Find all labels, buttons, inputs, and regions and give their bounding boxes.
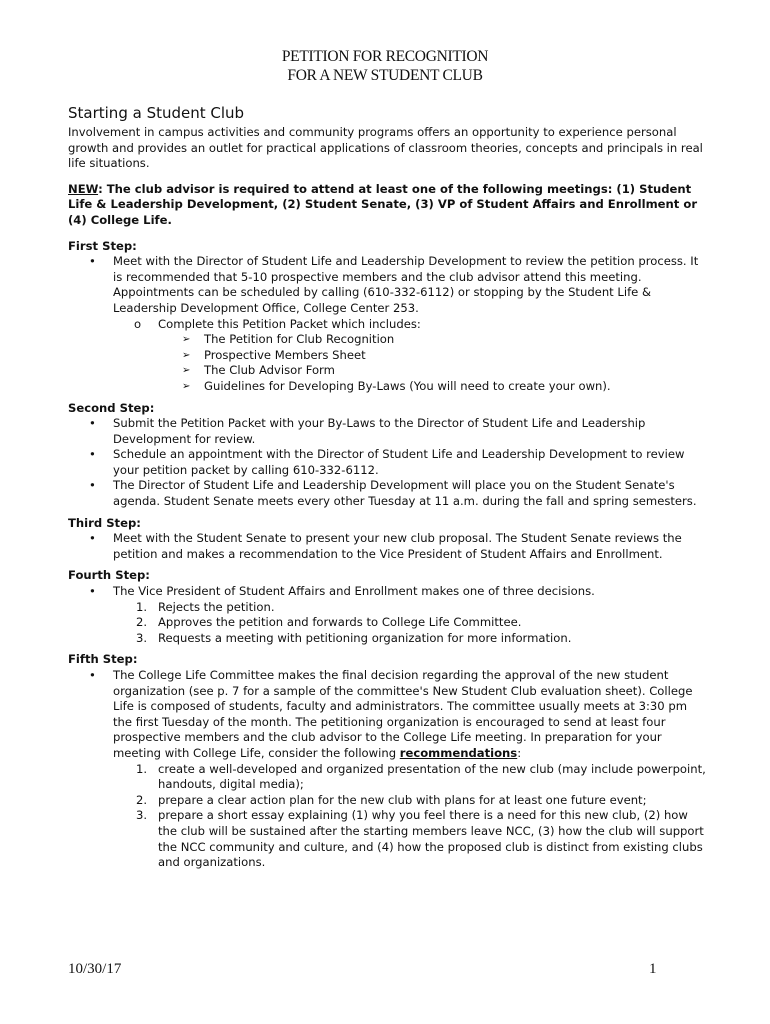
list-item bbox=[68, 668, 708, 871]
packet-item: The Club Advisor Form bbox=[204, 363, 335, 378]
page-number: 1 bbox=[649, 961, 657, 977]
list-item bbox=[68, 762, 708, 793]
document-body bbox=[68, 104, 708, 871]
fourth-step-text: The Vice President of Student Affairs and Enrollment makes one of three decisions. bbox=[113, 584, 595, 599]
recommendations-colon: : bbox=[517, 745, 522, 760]
list-item bbox=[68, 348, 708, 364]
third-step-list bbox=[68, 531, 708, 562]
second-step-text: Submit the Petition Packet with your By-Laws to the Director of Student Life and Leadership Development for review. bbox=[113, 416, 646, 446]
list-item bbox=[68, 379, 708, 395]
list-item bbox=[68, 332, 708, 348]
list-item bbox=[68, 254, 708, 394]
bullet-icon: • bbox=[89, 254, 96, 269]
item-number: 3. bbox=[136, 808, 148, 823]
list-item bbox=[68, 808, 708, 870]
list-item bbox=[68, 584, 708, 646]
second-step-heading: Second Step: bbox=[68, 400, 155, 415]
document-title bbox=[0, 47, 770, 85]
arrow-bullet-icon: ➢ bbox=[182, 380, 191, 392]
bullet-icon: • bbox=[89, 668, 96, 682]
footer-date: 10/30/17 bbox=[68, 961, 122, 977]
decision-text: Approves the petition and forwards to College Life Committee. bbox=[158, 615, 522, 630]
bullet-icon: • bbox=[89, 531, 96, 546]
list-item bbox=[68, 363, 708, 379]
first-step-text: Meet with the Director of Student Life and Leadership Development to review the petition process. It is recommended that 5-10 prospective members and the club advisor attend this meeting. Appointments can be scheduled by calling (610-332-6112) or stopping by the Student Life & Leadership Development Office, College Center 253. bbox=[113, 254, 699, 315]
second-step-text: Schedule an appointment with the Director of Student Life and Leadership Development to review your petition packet by calling 610-332-6112. bbox=[113, 447, 685, 477]
fourth-step-list bbox=[68, 584, 708, 646]
notice-text: : The club advisor is required to attend at least one of the following meetings: (1) Student Life & Leadership Development, (2) Student Senate, (3) VP of Student Affairs and Enrollment or (4) College Life. bbox=[68, 181, 698, 227]
bullet-icon: • bbox=[89, 584, 96, 599]
decisions-list bbox=[113, 600, 708, 647]
list-item bbox=[68, 531, 708, 562]
list-item bbox=[68, 793, 708, 809]
decision-text: Rejects the petition. bbox=[158, 599, 275, 614]
notice-label: NEW bbox=[68, 181, 99, 196]
intro-paragraph: Involvement in campus activities and community programs offers an opportunity to experience personal growth and provides an outlet for practical applications of classroom theories, concepts and principals in real life situations. bbox=[68, 125, 703, 171]
arrow-bullet-icon: ➢ bbox=[182, 334, 191, 346]
item-number: 1. bbox=[136, 761, 148, 776]
list-item bbox=[68, 631, 708, 647]
fifth-step-list bbox=[68, 668, 708, 871]
second-step-list bbox=[68, 416, 708, 510]
third-step-heading: Third Step: bbox=[68, 515, 141, 530]
arrow-bullet-icon: ➢ bbox=[182, 349, 191, 361]
packet-item: Prospective Members Sheet bbox=[204, 347, 366, 362]
arrow-bullet-icon: ➢ bbox=[182, 365, 191, 377]
first-step-heading: First Step: bbox=[68, 238, 137, 253]
item-number: 1. bbox=[136, 599, 148, 614]
fifth-step-heading: Fifth Step: bbox=[68, 652, 138, 667]
item-number: 3. bbox=[136, 630, 148, 645]
second-step-text: The Director of Student Life and Leadership Development will place you on the Student Senate's agenda. Student Senate meets every other Tuesday at 11 a.m. during the fall and spring semesters. bbox=[113, 478, 697, 509]
advisor-notice bbox=[68, 182, 708, 229]
first-step-list bbox=[68, 254, 708, 394]
list-item bbox=[68, 478, 708, 509]
third-step-text: Meet with the Student Senate to present your new club proposal. The Student Senate reviews the petition and makes a recommendation to the Vice President of Student Affairs and Enrollment. bbox=[113, 531, 682, 561]
bullet-icon: • bbox=[89, 416, 96, 431]
list-item bbox=[68, 416, 708, 447]
list-item bbox=[68, 600, 708, 616]
bullet-icon: • bbox=[89, 447, 96, 462]
list-item bbox=[68, 615, 708, 631]
list-item bbox=[68, 447, 708, 478]
recommendation-text: create a well-developed and organized presentation of the new club (may include powerpoint, handouts, digital media); bbox=[158, 761, 706, 792]
packet-item: Guidelines for Developing By-Laws (You will need to create your own). bbox=[204, 378, 611, 393]
item-number: 2. bbox=[136, 792, 148, 807]
bullet-icon: • bbox=[89, 478, 96, 493]
list-item bbox=[68, 317, 708, 395]
recommendation-text: prepare a short essay explaining (1) why you feel there is a need for this new club, (2) how the club will be sustained after the starting members leave NCC, (3) how the club will support the NCC community and culture, and (4) how the proposed club is distinct from existing clubs and organizations. bbox=[158, 808, 704, 870]
packet-items-list bbox=[158, 332, 708, 394]
fourth-step-heading: Fourth Step: bbox=[68, 568, 150, 583]
item-number: 2. bbox=[136, 615, 148, 630]
recommendations-label: recommendations bbox=[399, 745, 518, 760]
first-step-sublist bbox=[113, 317, 708, 395]
section-heading: Starting a Student Club bbox=[68, 104, 245, 122]
fifth-step-text: The College Life Committee makes the final decision regarding the approval of the new student organization (see p. 7 for a sample of the committee's New Student Club evaluation sheet). College Life is composed of students, faculty and administrators. The committee usually meets at 3:30 pm the first Tuesday of the month. The petitioning organization is encouraged to send at least four prospective members and the club advisor to the College Life meeting. In preparation for your meeting with College Life, consider the following bbox=[113, 668, 693, 760]
circle-bullet-icon: o bbox=[134, 316, 142, 331]
decision-text: Requests a meeting with petitioning organization for more information. bbox=[158, 630, 572, 645]
petition-packet-text: Complete this Petition Packet which includes: bbox=[158, 316, 421, 331]
title-line-1: PETITION FOR RECOGNITION bbox=[281, 48, 489, 65]
packet-item: The Petition for Club Recognition bbox=[204, 332, 395, 347]
recommendations-list bbox=[113, 762, 708, 871]
recommendation-text: prepare a clear action plan for the new club with plans for at least one future event; bbox=[158, 792, 647, 807]
title-line-2: FOR A NEW STUDENT CLUB bbox=[287, 67, 483, 84]
